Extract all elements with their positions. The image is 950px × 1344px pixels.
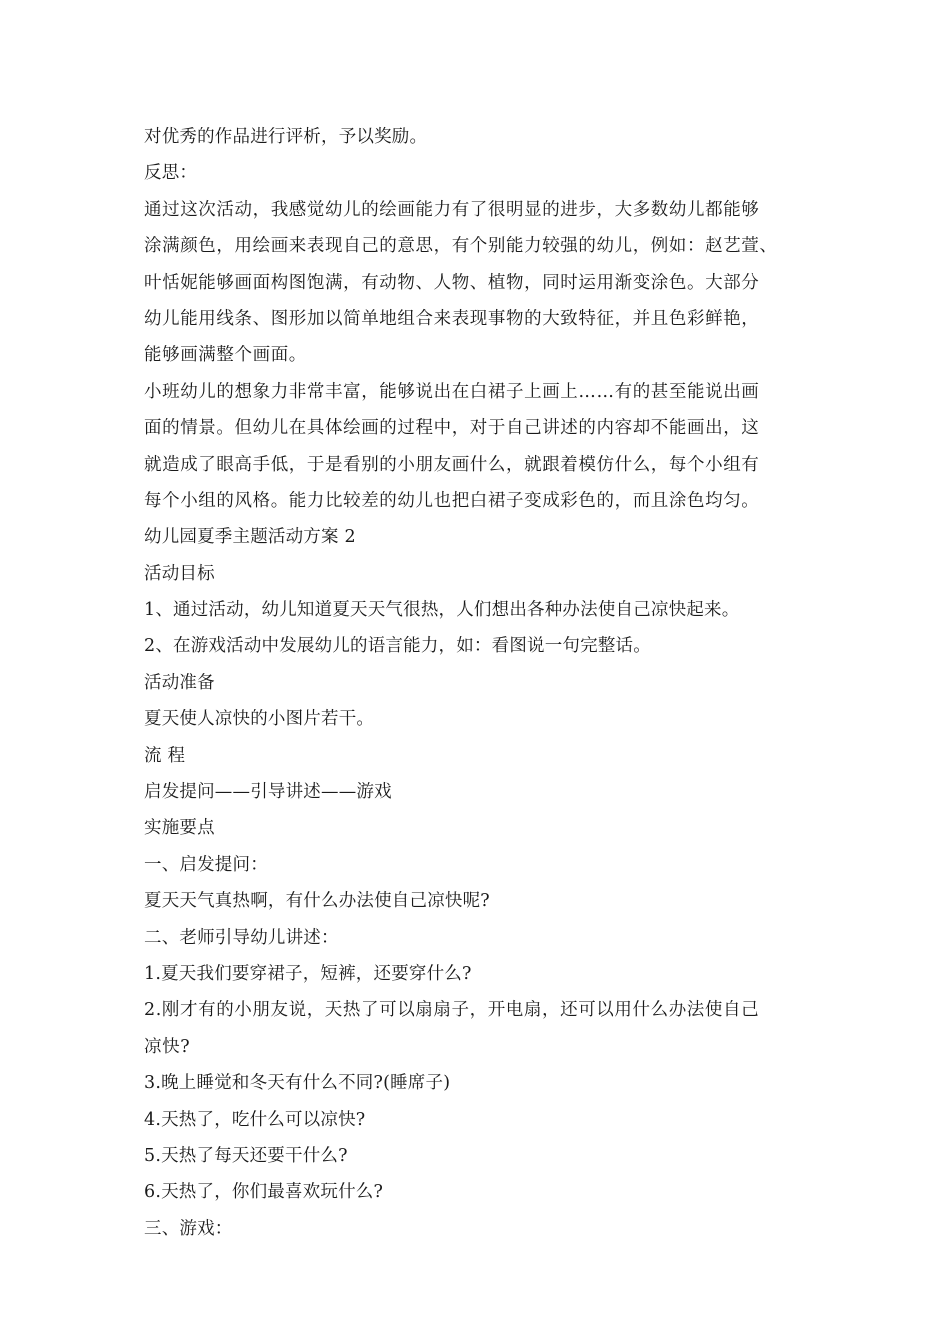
step-heading-3: 三、游戏： — [144, 1218, 233, 1239]
text-line: 通过这次活动，我感觉幼儿的绘画能力有了很明显的进步，大多数幼儿都能够 — [144, 199, 760, 220]
text-line: 叶恬妮能够画面构图饱满，有动物、人物、植物，同时运用渐变涂色。大部分 — [144, 272, 760, 293]
goal-item-2: 2、在游戏活动中发展幼儿的语言能力，如：看图说一句完整话。 — [144, 636, 651, 657]
question-item-1: 1.夏天我们要穿裙子，短裤，还要穿什么? — [144, 963, 472, 984]
preparation-text: 夏天使人凉快的小图片若干。 — [144, 709, 375, 730]
text-line: 面的情景。但幼儿在具体绘画的过程中，对于自己讲述的内容却不能画出，这 — [144, 418, 760, 439]
section-title-plan-2: 幼儿园夏季主题活动方案 2 — [144, 527, 356, 548]
section-heading-process: 流 程 — [144, 745, 186, 766]
section-heading-preparation: 活动准备 — [144, 672, 215, 693]
question-item-3: 3.晚上睡觉和冬天有什么不同?(睡席子) — [144, 1073, 451, 1094]
goal-item-1: 1、通过活动，幼儿知道夏天天气很热，人们想出各种办法使自己凉快起来。 — [144, 600, 740, 621]
section-heading-goals: 活动目标 — [144, 563, 215, 584]
text-line: 夏天天气真热啊，有什么办法使自己凉快呢? — [144, 891, 490, 912]
text-line: 就造成了眼高手低，于是看别的小朋友画什么，就跟着模仿什么，每个小组有 — [144, 454, 760, 475]
text-line: 小班幼儿的想象力非常丰富，能够说出在白裙子上画上……有的甚至能说出画 — [144, 381, 760, 402]
reflection-paragraph-2 — [144, 374, 824, 520]
text-line: 2.刚才有的小朋友说，天热了可以扇扇子，开电扇，还可以用什么办法使自己 — [144, 1000, 760, 1021]
text-line: 凉快? — [144, 1036, 191, 1057]
document-body — [144, 119, 824, 1247]
section-heading-reflection: 反思： — [144, 163, 198, 184]
process-text: 启发提问——引导讲述——游戏 — [144, 782, 392, 803]
reflection-paragraph-1 — [144, 192, 824, 374]
text-line: 每个小组的风格。能力比较差的幼儿也把白裙子变成彩色的，而且涂色均匀。 — [144, 490, 760, 511]
step-heading-2: 二、老师引导幼儿讲述： — [144, 927, 339, 948]
text-line: 幼儿能用线条、图形加以简单地组合来表现事物的大致特征，并且色彩鲜艳， — [144, 308, 760, 329]
step-heading-1: 一、启发提问： — [144, 854, 268, 875]
section-heading-key-points: 实施要点 — [144, 818, 215, 839]
question-item-4: 4.天热了，吃什么可以凉快? — [144, 1109, 366, 1130]
question-item-5: 5.天热了每天还要干什么? — [144, 1145, 348, 1166]
question-item-2 — [144, 992, 824, 1065]
text-line: 涂满颜色，用绘画来表现自己的意思，有个别能力较强的幼儿，例如：赵艺萱、 — [144, 236, 778, 257]
question-item-6: 6.天热了，你们最喜欢玩什么? — [144, 1182, 384, 1203]
text-line: 能够画满整个画面。 — [144, 345, 307, 366]
text-line: 对优秀的作品进行评析，予以奖励。 — [144, 127, 428, 147]
